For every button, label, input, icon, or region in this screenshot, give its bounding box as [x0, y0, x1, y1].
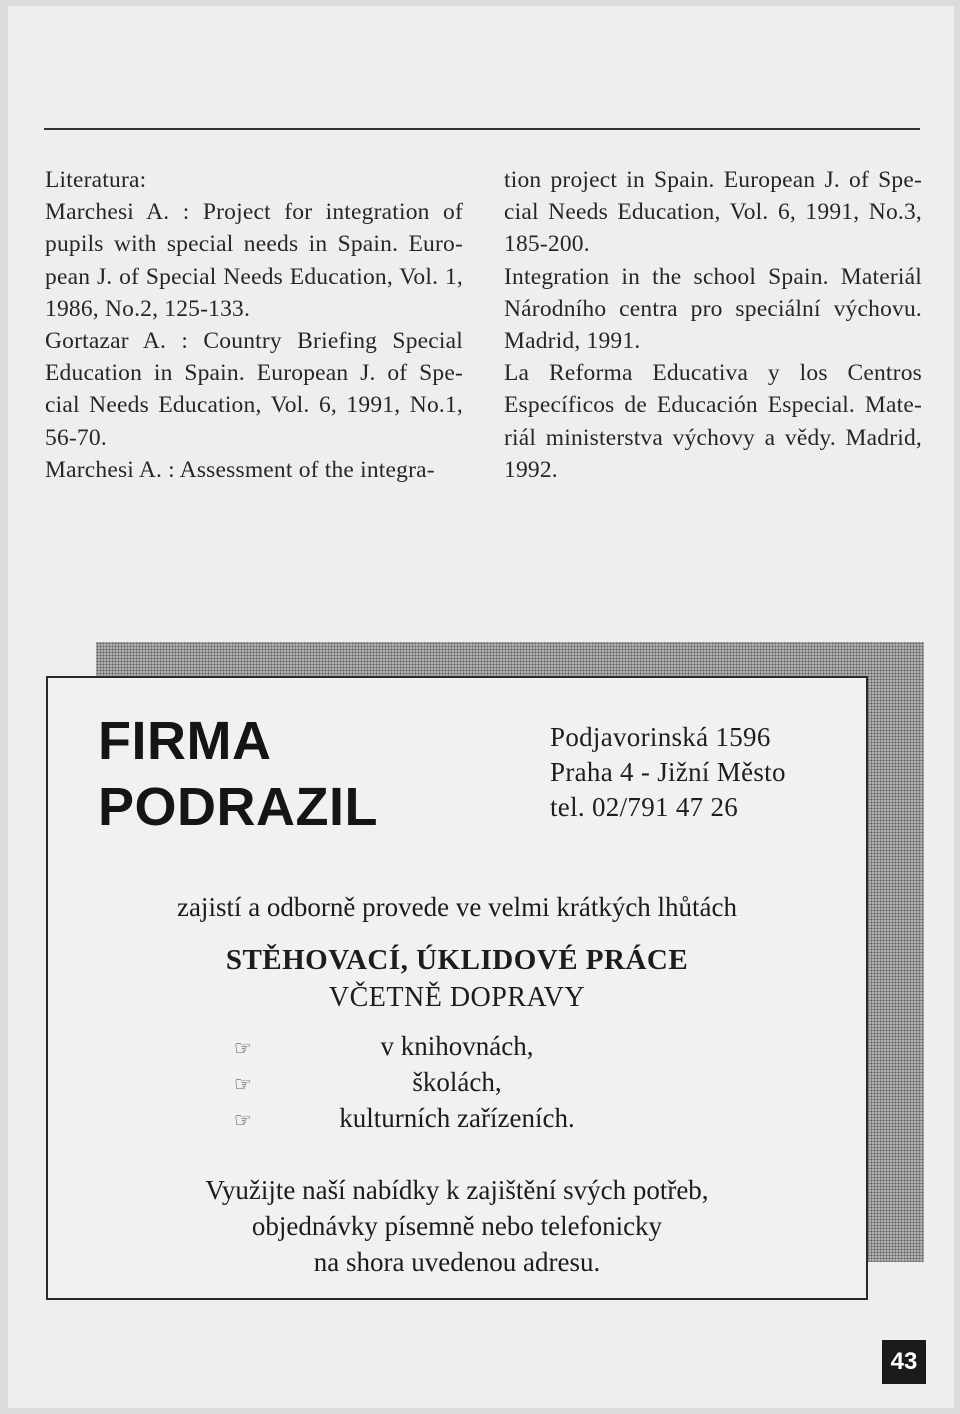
closing-line: Využijte naší nabídky k zajištění svých potřeb,: [205, 1175, 709, 1205]
address-city: Praha 4 - Jižní Město: [550, 757, 786, 787]
top-rule: [44, 128, 920, 130]
firm-address: [550, 720, 786, 825]
pointing-hand-icon: ☞: [234, 1036, 252, 1060]
ad-tagline: zajistí a odborně provede ve velmi krátkých lhůtách: [176, 892, 738, 922]
list-item: [48, 1064, 866, 1100]
page-number: 43: [882, 1340, 926, 1384]
firm-name-line: FIRMA: [98, 711, 272, 771]
ad-closing: [48, 1172, 866, 1280]
closing-line: objednávky písemně nebo telefonicky: [251, 1211, 663, 1241]
firm-name: [98, 708, 378, 840]
list-item: [48, 1028, 866, 1064]
reference-entry: La Reforma Educativa y los Centros Específicos de Educación Especial. Mate-riál ministerstva výchovy a vědy. Madrid, 1992.: [504, 360, 922, 483]
literature-left-column: [45, 164, 463, 486]
place-label: kulturních zařízeních.: [339, 1103, 575, 1133]
reference-entry: Marchesi A. : Project for integration of pupils with special needs in Spain. Euro-pean J. of Special Needs Education, Vol. 1, 1986, No.2, 125-133.: [45, 199, 463, 322]
literature-heading: Literatura:: [45, 167, 147, 193]
list-item: [48, 1100, 866, 1136]
reference-entry: Gortazar A. : Country Briefing Special Education in Spain. European J. of Spe-cial Needs Education, Vol. 6, 1991, No.1, 56-70.: [45, 328, 463, 451]
literature-right-column: [504, 164, 922, 486]
place-label: v knihovnách,: [380, 1031, 534, 1061]
reference-entry: Marchesi A. : Assessment of the integra-: [45, 456, 435, 483]
advertisement-box: [46, 676, 868, 1300]
reference-entry: tion project in Spain. European J. of Spe-cial Needs Education, Vol. 6, 1991, No.3, 185-200.: [504, 167, 922, 258]
firm-name-line: PODRAZIL: [98, 777, 378, 837]
ad-transport: VČETNĚ DOPRAVY: [328, 982, 586, 1013]
pointing-hand-icon: ☞: [234, 1108, 252, 1132]
page: [8, 6, 954, 1408]
pointing-hand-icon: ☞: [234, 1072, 252, 1096]
address-phone: tel. 02/791 47 26: [550, 792, 739, 822]
closing-line: na shora uvedenou adresu.: [313, 1247, 601, 1277]
service-places-list: [48, 1028, 866, 1136]
place-label: školách,: [412, 1067, 502, 1097]
ad-services: STĚHOVACÍ, ÚKLIDOVÉ PRÁCE: [225, 944, 689, 976]
address-street: Podjavorinská 1596: [550, 722, 771, 752]
reference-entry: Integration in the school Spain. Materiál Národního centra pro speciální výchovu. Madrid, 1991.: [504, 263, 922, 355]
